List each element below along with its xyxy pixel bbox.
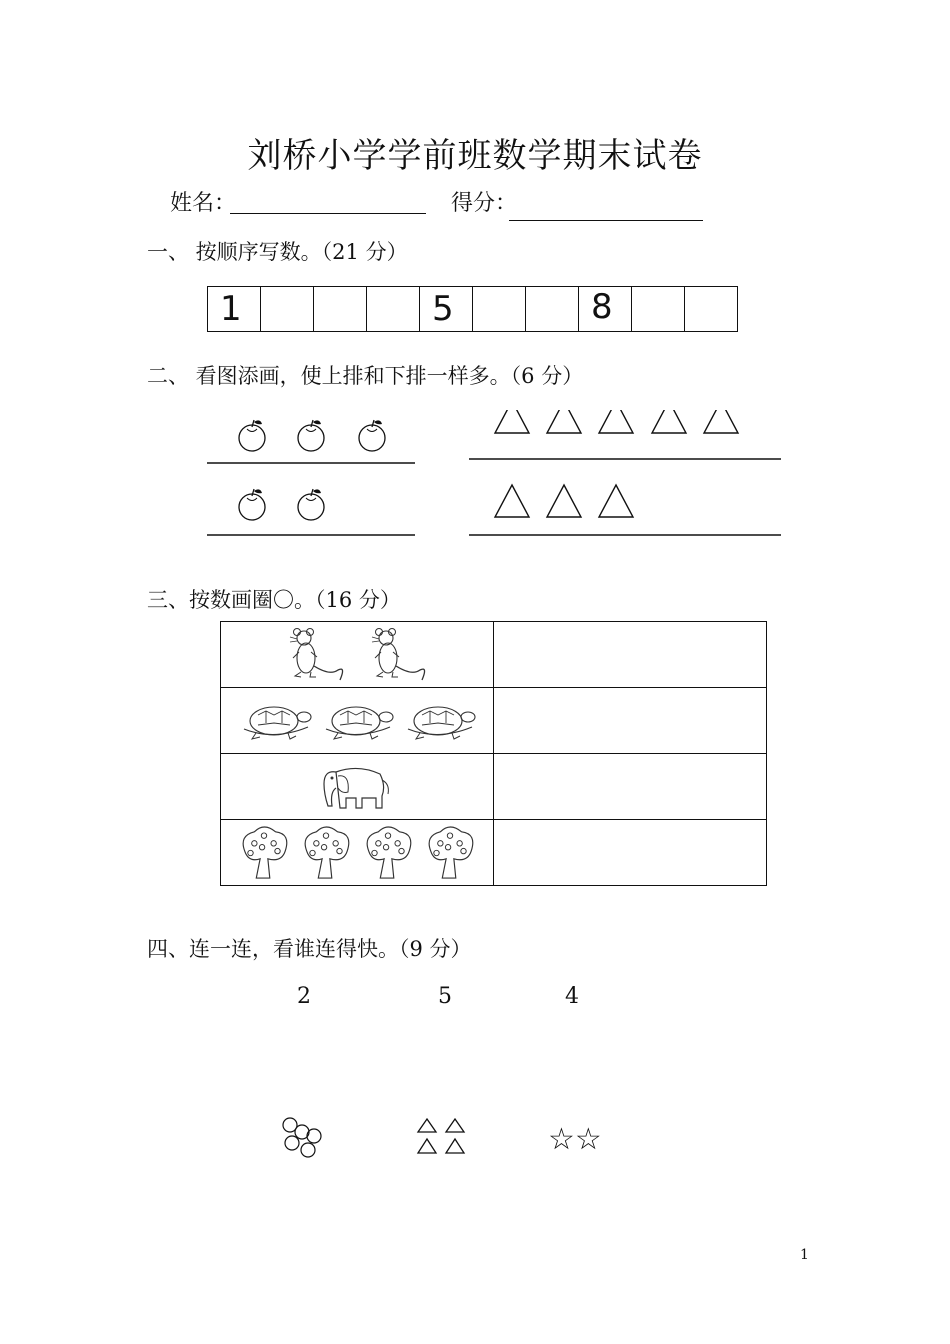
triangle-icon <box>446 1119 464 1132</box>
tree-icon <box>361 823 415 883</box>
circle-group[interactable] <box>276 1115 326 1161</box>
apple-icon <box>298 420 324 451</box>
sequence-cell[interactable]: 5 <box>420 287 473 332</box>
triangle-icon <box>599 410 633 433</box>
elephant-icon <box>320 760 394 814</box>
mouse-icon <box>363 624 433 686</box>
sequence-cell[interactable]: 1 <box>208 287 261 332</box>
sequence-cell[interactable]: 8 <box>579 287 632 332</box>
triangle-icon <box>547 485 581 517</box>
triangle-icon <box>495 485 529 517</box>
sequence-cell[interactable] <box>685 287 738 332</box>
section3-heading: 三、按数画圈〇。（16 分） <box>147 588 401 612</box>
answer-cell[interactable] <box>494 754 767 820</box>
section4-heading: 四、连一连，看谁连得快。（9 分） <box>147 937 472 961</box>
turtle-icon <box>400 699 478 743</box>
mouse-icon <box>281 624 351 686</box>
sequence-cell[interactable] <box>632 287 685 332</box>
answer-cell[interactable] <box>494 820 767 886</box>
sequence-cell[interactable] <box>261 287 314 332</box>
triangle-icon <box>652 410 686 433</box>
tree-icon <box>299 823 353 883</box>
tree-icon <box>237 823 291 883</box>
match-number[interactable]: 2 <box>297 984 311 1009</box>
sequence-cell[interactable] <box>367 287 420 332</box>
picture-cell <box>221 754 494 820</box>
match-number[interactable]: 5 <box>438 984 452 1009</box>
name-blank[interactable] <box>230 213 426 214</box>
sequence-table <box>207 286 738 332</box>
section2-heading: 二、 看图添画，使上排和下排一样多。（6 分） <box>147 364 584 388</box>
circle-icon <box>285 1136 299 1150</box>
match-number[interactable]: 4 <box>565 984 579 1009</box>
score-blank[interactable] <box>509 220 703 221</box>
count-table <box>220 621 767 886</box>
compare-drawing <box>200 410 800 550</box>
circle-icon <box>301 1143 315 1157</box>
triangle-icon <box>495 410 529 433</box>
triangle-icon <box>704 410 738 433</box>
picture-cell <box>221 820 494 886</box>
triangle-icon <box>599 485 633 517</box>
apple-icon <box>359 420 385 451</box>
circle-icon <box>307 1129 321 1143</box>
page-number: 1 <box>800 1247 809 1263</box>
triangle-icon <box>418 1119 436 1132</box>
name-label: 姓名： <box>170 191 237 216</box>
star-group[interactable]: ☆☆ <box>548 1122 602 1157</box>
triangle-icon <box>446 1139 464 1153</box>
turtle-icon <box>236 699 314 743</box>
page-title: 刘桥小学学前班数学期末试卷 <box>247 136 703 176</box>
sequence-cell[interactable] <box>473 287 526 332</box>
answer-cell[interactable] <box>494 622 767 688</box>
apple-icon <box>239 489 265 520</box>
score-label: 得分： <box>451 191 518 216</box>
triangle-icon <box>418 1139 436 1153</box>
apple-icon <box>239 420 265 451</box>
sequence-cell[interactable] <box>526 287 579 332</box>
tree-icon <box>423 823 477 883</box>
triangle-icon <box>547 410 581 433</box>
answer-cell[interactable] <box>494 688 767 754</box>
sequence-cell[interactable] <box>314 287 367 332</box>
picture-cell <box>221 622 494 688</box>
triangle-group[interactable] <box>413 1116 469 1158</box>
picture-cell <box>221 688 494 754</box>
apple-icon <box>298 489 324 520</box>
section1-heading: 一、 按顺序写数。（21 分） <box>147 240 408 264</box>
turtle-icon <box>318 699 396 743</box>
